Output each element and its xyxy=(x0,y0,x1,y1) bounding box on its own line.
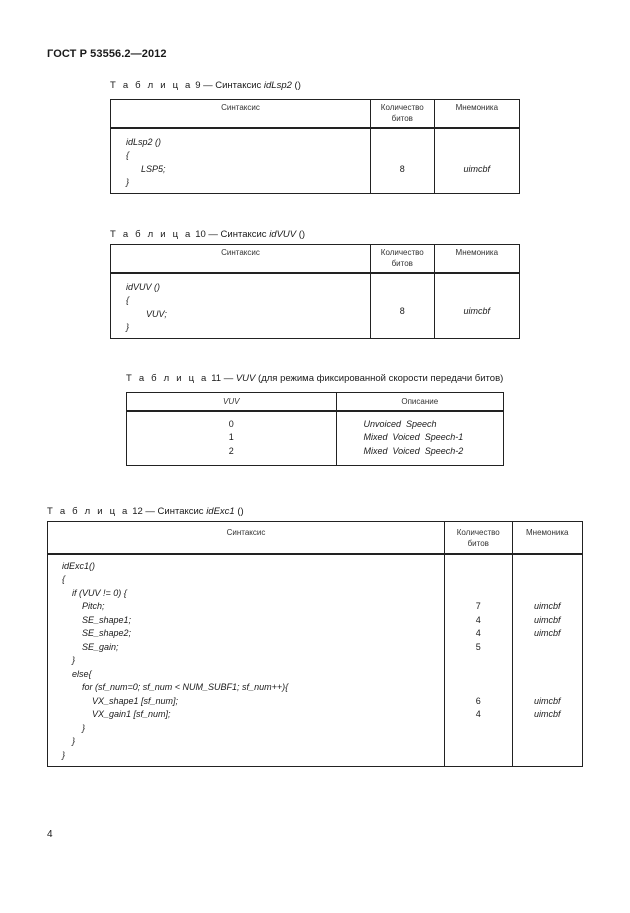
table-11-caption: Т а б л и ц а 11 — VUV (для режима фиксированной скорости передачи битов) xyxy=(126,373,504,384)
mnemonic-cell xyxy=(513,735,583,749)
table-9-code: idLsp2 () { LSP5; } xyxy=(126,136,166,187)
bits-cell xyxy=(445,668,512,682)
mnemonic-cell: uimcbf xyxy=(533,628,561,638)
mnemonic-cell xyxy=(513,641,583,655)
code-line: SE_gain; xyxy=(62,641,119,652)
col-syntax: Синтаксис xyxy=(221,103,260,112)
col-bits: Количество битов xyxy=(380,103,424,123)
page-number: 4 xyxy=(47,829,53,840)
bits-cell xyxy=(445,681,512,695)
vuv-description: Mixed Voiced Speech-1 xyxy=(363,432,464,442)
code-line: else{ xyxy=(62,668,92,679)
bits-cell xyxy=(445,573,512,587)
table-9-mnemonic: uimcbf xyxy=(463,163,491,174)
table-12-caption: Т а б л и ц а 12 — Синтаксис idExc1 () xyxy=(47,506,244,517)
code-line: } xyxy=(62,722,86,733)
mnemonic-cell xyxy=(513,749,583,763)
vuv-description: Unvoiced Speech xyxy=(363,418,437,429)
code-line: } xyxy=(62,749,66,760)
table-12-mnemonics xyxy=(513,555,583,763)
bits-cell: 5 xyxy=(475,641,481,652)
col-mnemonic: Мнемоника xyxy=(455,103,499,112)
mnemonic-cell xyxy=(513,573,583,587)
mnemonic-cell xyxy=(513,668,583,682)
mnemonic-cell: uimcbf xyxy=(533,709,561,719)
mnemonic-cell xyxy=(513,587,583,601)
code-line: idExc1() xyxy=(62,560,96,571)
table-11 xyxy=(126,392,504,466)
table-9-caption: Т а б л и ц а 9 — Синтаксис idLsp2 () xyxy=(110,80,301,91)
bits-cell xyxy=(445,749,512,763)
table-10-mnemonic: uimcbf xyxy=(463,305,491,316)
table-10: Синтаксис Количество битов Мнемоника idVUV () { VUV; } 8 uimcbf xyxy=(110,244,520,339)
code-line: { xyxy=(62,574,66,584)
mnemonic-cell xyxy=(513,722,583,736)
table-10-caption: Т а б л и ц а 10 — Синтаксис idVUV () xyxy=(110,229,306,240)
table-9 xyxy=(110,99,520,194)
code-line: SE_shape2; xyxy=(62,628,132,638)
vuv-value: 2 xyxy=(228,445,234,456)
code-line: VX_shape1 [sf_num]; xyxy=(62,695,179,706)
code-line: SE_shape1; xyxy=(62,614,132,625)
code-line: Pitch; xyxy=(62,601,105,611)
table-9-bits: 8 xyxy=(399,163,405,174)
document-header: ГОСТ Р 53556.2—2012 xyxy=(47,48,167,60)
code-line: } xyxy=(62,655,76,665)
bits-cell xyxy=(445,722,512,736)
bits-cell: 4 xyxy=(475,709,481,719)
mnemonic-cell: uimcbf xyxy=(533,614,561,625)
bits-cell: 7 xyxy=(475,601,481,611)
mnemonic-cell: uimcbf xyxy=(533,695,561,706)
bits-cell: 6 xyxy=(475,695,481,706)
bits-cell: 4 xyxy=(475,628,481,638)
table-12-bits xyxy=(445,555,512,763)
code-line: } xyxy=(62,736,76,746)
code-line: for (sf_num=0; sf_num < NUM_SUBF1; sf_num++){ xyxy=(62,682,289,692)
code-line: if (VUV != 0) { xyxy=(62,587,127,598)
bits-cell xyxy=(445,560,512,574)
table-10-bits: 8 xyxy=(399,305,405,316)
code-line: VX_gain1 [sf_num]; xyxy=(62,709,171,719)
bits-cell xyxy=(445,587,512,601)
table-12: Синтаксис Количество битов Мнемоника idExc1() { if (VUV != 0) { Pitch; SE_shape1; SE_shape2; SE_gain; } else{ for (sf_num=0; sf_num < NUM_SUBF1; sf_num++){ VX_shape1 [sf_num]; VX_gain1 [sf_num]; } } } 7 4 4 5 6 4 uimcbf uimcbf uimcbf uimcbf uimcbf xyxy=(47,521,583,767)
mnemonic-cell xyxy=(513,654,583,668)
mnemonic-cell: uimcbf xyxy=(533,601,561,611)
bits-cell xyxy=(445,735,512,749)
mnemonic-cell xyxy=(513,681,583,695)
table-10-code: idVUV () { VUV; } xyxy=(126,281,167,332)
bits-cell: 4 xyxy=(475,614,481,625)
vuv-value: 0 xyxy=(228,418,234,429)
col-vuv: VUV xyxy=(223,397,240,406)
vuv-description: Mixed Voiced Speech-2 xyxy=(363,445,464,456)
mnemonic-cell xyxy=(513,560,583,574)
table-12-code xyxy=(48,555,444,763)
vuv-value: 1 xyxy=(228,432,234,442)
bits-cell xyxy=(445,654,512,668)
col-description: Описание xyxy=(401,397,439,406)
